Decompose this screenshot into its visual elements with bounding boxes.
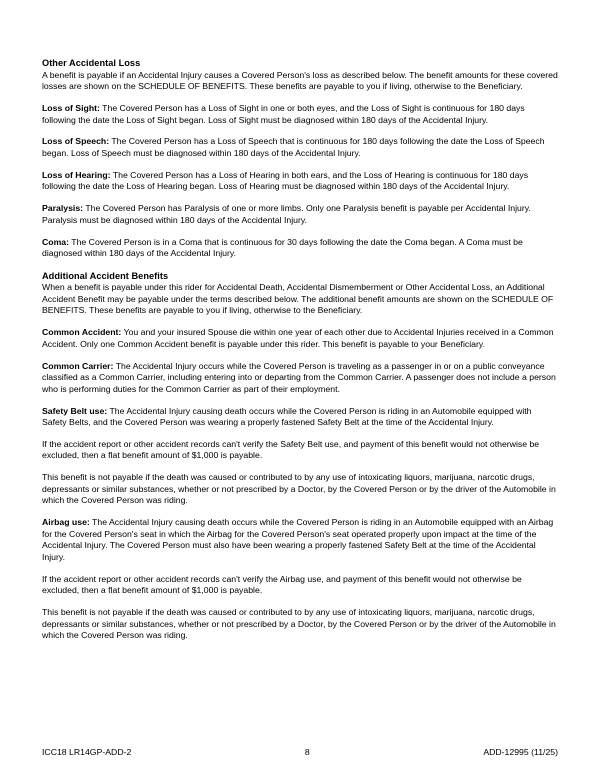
paragraph-loss-of-sight (42, 103, 558, 126)
footer-document-code: ADD-12995 (11/25) (483, 746, 558, 757)
lead-common-accident: Common Accident: (42, 327, 122, 338)
lead-loss-of-speech: Loss of Speech: (42, 136, 110, 147)
paragraph-loss-of-hearing (42, 170, 558, 193)
document-body (42, 58, 558, 642)
paragraph-airbag-exclusion: This benefit is not payable if the death was caused or contributed to by any use of intoxicating liquors, marijuana, narcotic drugs, depressants or similar substances, whether or not prescribed by a Doctor, by the Covered Person or by the driver of the Automobile in which the Covered Person was riding. (42, 607, 556, 641)
page-footer (42, 746, 558, 758)
paragraph-airbag-unverified: If the accident report or other accident records can't verify the Airbag use, and payment of this benefit would not otherwise be excluded, then a flat benefit amount of $1,000 is payable. (42, 573, 522, 596)
heading-other-accidental-loss: Other Accidental Loss (42, 58, 141, 68)
paragraph-safety-belt-exclusion: This benefit is not payable if the death was caused or contributed to by any use of intoxicating liquors, marijuana, narcotic drugs, depressants or similar substances, whether or not prescribed by a Doctor, by the Covered Person or by the driver of the Automobile in which the Covered Person was riding. (42, 472, 556, 506)
paragraph-safety-belt-use (42, 406, 558, 429)
paragraph-common-carrier (42, 361, 558, 396)
text-coma: The Covered Person is in a Coma that is continuous for 30 days following the date the Coma began. A Coma must be diagnosed within 180 days of the Accidental Injury. (42, 236, 523, 259)
paragraph-coma (42, 237, 558, 260)
text-safety-belt-use: The Accidental Injury causing death occurs while the Covered Person is riding in an Automobile equipped with Safety Belts, and the Covered Person was wearing a properly fastened Safety Belt at the time of the Accidental Injury. (42, 405, 532, 428)
text-loss-of-sight: The Covered Person has a Loss of Sight in one or both eyes, and the Loss of Sight is continuous for 180 days following the date the Loss of Sight began. Loss of Sight must be diagnosed within 180 days of the Accidental Injury. (42, 102, 525, 125)
text-loss-of-hearing: The Covered Person has a Loss of Hearing in both ears, and the Loss of Hearing is continuous for 180 days following the date the Loss of Hearing began. Loss of Hearing must be diagnosed within 180 days of the Accidental Injury. (42, 169, 529, 192)
lead-coma: Coma: (42, 236, 70, 247)
paragraph-loss-of-speech (42, 136, 558, 159)
text-paralysis: The Covered Person has Paralysis of one or more limbs. Only one Paralysis benefit is payable per Accidental Injury. Paralysis must be diagnosed within 180 days of the Accidental Injury. (42, 203, 531, 225)
paragraph-safety-belt-unverified: If the accident report or other accident records can't verify the Safety Belt use, and payment of this benefit would not otherwise be excluded, then a flat benefit amount of $1,000 is payable. (42, 438, 540, 461)
lead-common-carrier: Common Carrier: (42, 360, 114, 371)
lead-safety-belt-use: Safety Belt use: (42, 405, 108, 416)
lead-paralysis: Paralysis: (42, 203, 84, 214)
paragraph-additional-accident-benefits-intro: When a benefit is payable under this rider for Accidental Death, Accidental Dismemberment or Other Accidental Loss, an Additional Accident Benefit may be payable under the terms described below. The additional benefit amounts are shown on the SCHEDULE OF BENEFITS. These benefits are payable to you if living, otherwise to the Beneficiary. (42, 282, 554, 316)
footer-page-number: 8 (304, 746, 310, 757)
text-common-accident: You and your insured Spouse die within one year of each other due to Accidental Injuries received in a Common Accident. Only one Common Accident benefit is payable under this rider. This benefit is payable to your Beneficiary. (42, 327, 554, 349)
text-loss-of-speech: The Covered Person has a Loss of Speech that is continuous for 180 days following the date the Loss of Speech began. Loss of Speech must be diagnosed within 180 days of the Accidental Injury. (42, 136, 545, 158)
lead-airbag-use: Airbag use: (42, 517, 90, 528)
heading-additional-accident-benefits: Additional Accident Benefits (42, 270, 169, 281)
lead-loss-of-sight: Loss of Sight: (42, 102, 100, 113)
text-common-carrier: The Accidental Injury occurs while the Covered Person is traveling as a passenger in or on a public conveyance classified as a Common Carrier, including entering into or departing from the Common Carrier. A passenger does not include a person who is performing duties for the Common Carrier as part of their employment. (42, 360, 556, 394)
text-airbag-use: The Accidental Injury causing death occurs while the Covered Person is riding in an Automobile equipped with an Airbag for the Covered Person's seat in which the Airbag for the Covered Person's seat operated properly upon impact at the time of the Accidental Injury. The Covered Person must also have been wearing a properly fastened Safety Belt at the time of the Accidental Injury. (42, 517, 554, 562)
lead-loss-of-hearing: Loss of Hearing: (42, 169, 111, 180)
paragraph-other-accidental-loss-intro: A benefit is payable if an Accidental Injury causes a Covered Person's loss as described below. The benefit amounts for these covered losses are shown on the SCHEDULE OF BENEFITS. These benefits are payable to you if living, otherwise to the Beneficiary. (42, 69, 558, 92)
footer-form-number: ICC18 LR14GP-ADD-2 (42, 746, 132, 757)
paragraph-airbag-use (42, 517, 558, 563)
paragraph-paralysis (42, 203, 558, 226)
paragraph-common-accident (42, 327, 558, 350)
